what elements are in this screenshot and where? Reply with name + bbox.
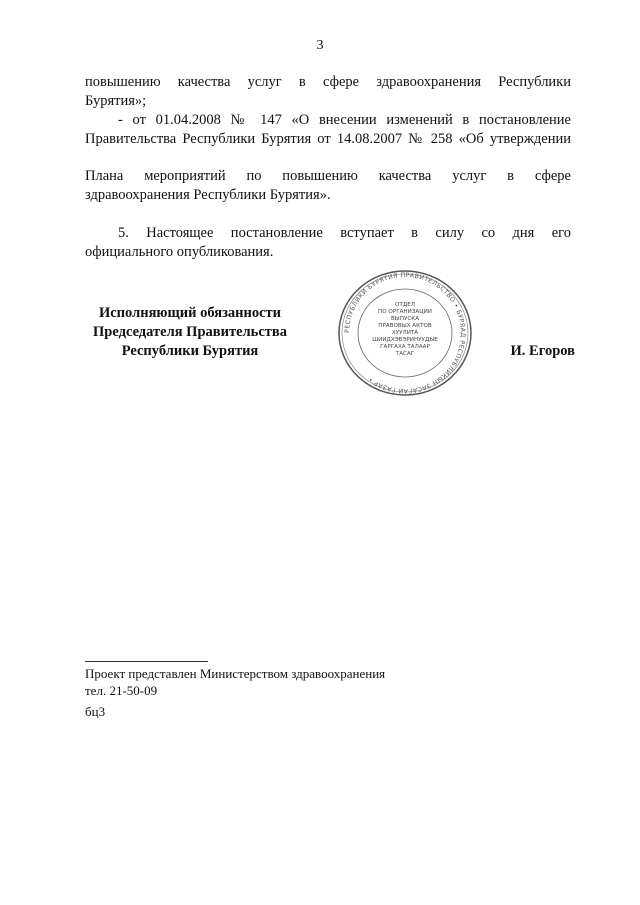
- footnote-divider: [85, 661, 208, 662]
- signer-title: [80, 304, 300, 361]
- paragraph-line: официального опубликования.: [85, 244, 274, 260]
- stamp-text-line: ОТДЕЛ: [395, 302, 415, 308]
- stamp-text-line: ВЫПУСКА: [390, 316, 420, 322]
- footnote-line: тел. 21-50-09: [85, 683, 158, 698]
- document-body: [85, 73, 571, 262]
- paragraph-line: 5. Настоящее постановление вступает в силу со дня его: [118, 225, 571, 241]
- paragraph-line: Правительства Республики Бурятия от 14.08.2007 № 258 «Об утверждении: [85, 131, 571, 147]
- paragraph-line: здравоохранения Республики Бурятия».: [85, 187, 331, 203]
- page-number: 3: [316, 38, 324, 53]
- stamp-text-line: ПРАВОВЫХ АКТОВ: [378, 323, 432, 329]
- document-code: бц3: [85, 704, 106, 719]
- stamp-ring-text: РЕСПУБЛИКИ БУРЯТИЯ ПРАВИТЕЛЬСТВО • БУРЯАД РЕСПУБЛИКЫН ЗАСАГАЙ ГАЗАР •: [343, 271, 467, 395]
- signer-name: И. Егоров: [510, 343, 575, 359]
- paragraph-line: - от 01.04.2008 № 147 «О внесении изменений в постановление: [118, 112, 571, 128]
- signer-title-line: Исполняющий обязанности: [98, 305, 282, 321]
- stamp-text-line: ТАСАГ: [395, 351, 415, 357]
- paragraph-line: Бурятия»;: [85, 93, 147, 109]
- footnote-line: Проект представлен Министерством здравоохранения: [85, 666, 386, 681]
- paragraph-line: Плана мероприятий по повышению качества услуг в сфере: [85, 168, 571, 184]
- stamp-text-line: ГАРГАХА ТАЛААР: [380, 344, 430, 350]
- signer-title-line: Председателя Правительства: [93, 324, 287, 340]
- official-stamp: [330, 268, 480, 398]
- signer-title-line: Республики Бурятия: [121, 343, 259, 359]
- paragraph-line: повышению качества услуг в сфере здравоохранения Республики: [85, 74, 571, 90]
- footnote: [85, 665, 385, 699]
- stamp-text-line: ШИИДХЭБЭРИНУУДЫЕ: [372, 337, 438, 343]
- stamp-text-line: ПО ОРГАНИЗАЦИИ: [378, 309, 432, 315]
- stamp-text-line: ХУУЛИТА: [391, 330, 419, 336]
